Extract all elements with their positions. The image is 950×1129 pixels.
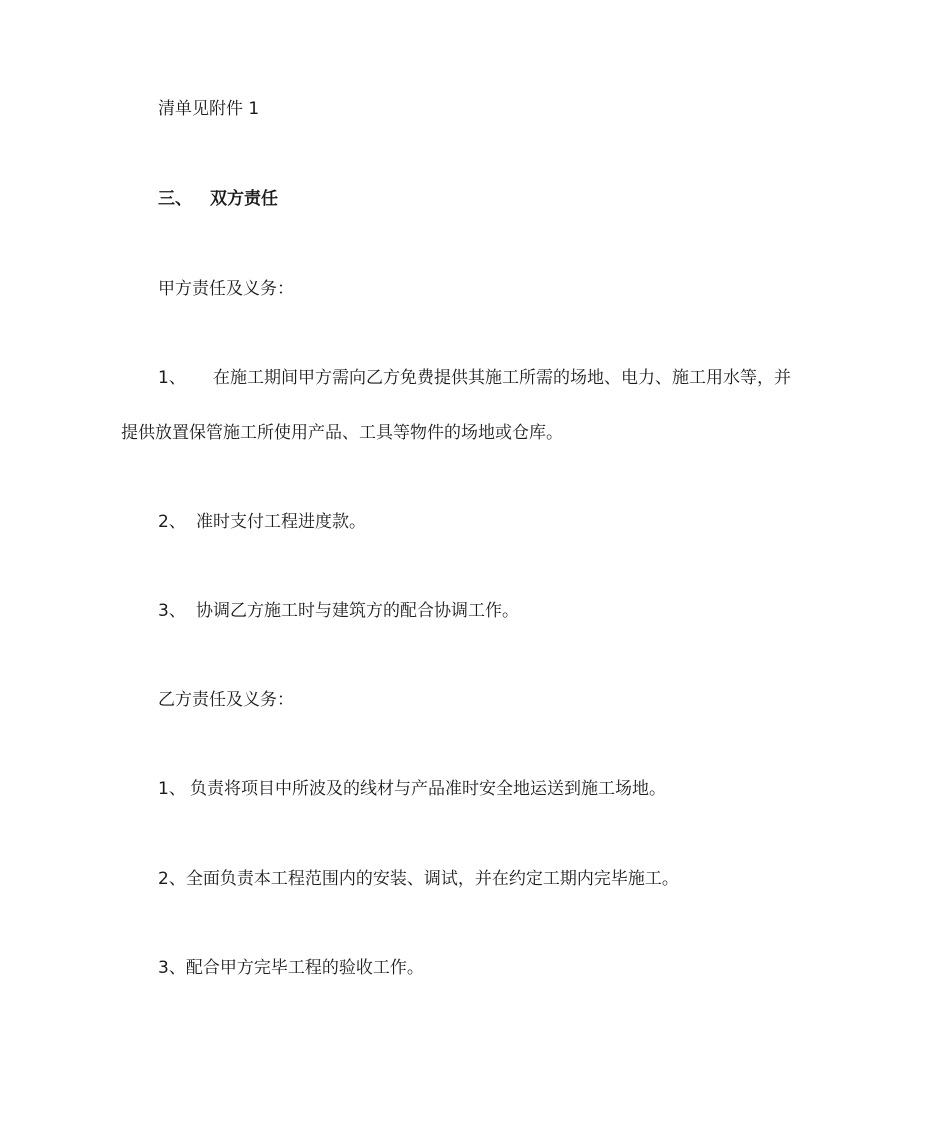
item-number: 1、 [158,779,186,799]
section-title: 双方责任 [210,189,278,209]
item-text: 准时支付工程进度款。 [196,512,366,532]
item-text: 负责将项目中所波及的线材与产品准时安全地运送到施工场地。 [190,779,666,799]
party-b-item-3 [158,956,424,980]
item-text: 在施工期间甲方需向乙方免费提供其施工所需的场地、电力、施工用水等，并 [213,368,791,388]
party-a-item-1-continuation: 提供放置保管施工所使用产品、工具等物件的场地或仓库。 [121,423,563,443]
party-b-heading: 乙方责任及义务： [158,690,294,710]
item-text: 全面负责本工程范围内的安装、调试，并在约定工期内完毕施工。 [185,869,679,889]
party-b-item-2 [158,867,679,891]
party-a-item-2 [158,510,366,534]
party-b-item-1 [158,777,666,801]
item-text: 配合甲方完毕工程的验收工作。 [185,958,424,978]
item-number: 2、 [158,512,186,532]
item-number: 3、 [158,958,186,978]
party-a-item-3 [158,599,519,623]
item-number: 1、 [158,368,186,388]
party-a-heading: 甲方责任及义务： [158,279,294,299]
item-text: 协调乙方施工时与建筑方的配合协调工作。 [196,601,519,621]
party-a-item-1 [158,366,791,390]
section-heading [158,187,278,211]
section-number: 三、 [158,189,192,209]
attachment-note: 清单见附件 1 [158,99,260,119]
item-number: 2、 [158,869,186,889]
item-number: 3、 [158,601,186,621]
